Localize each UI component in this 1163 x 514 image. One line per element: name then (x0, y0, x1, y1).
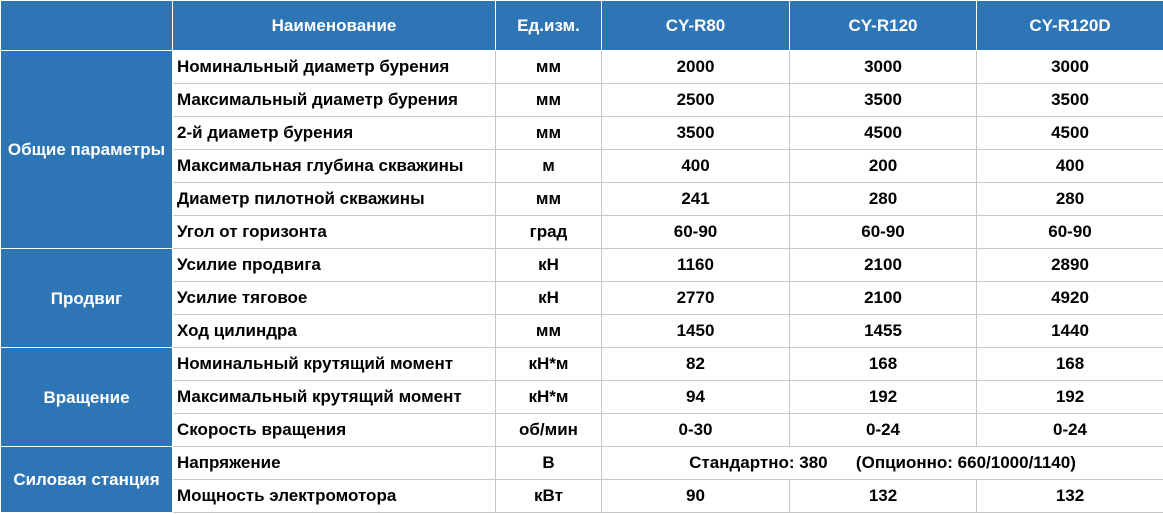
header-model-cy-r120: CY-R120 (790, 1, 977, 51)
param-unit: кН (496, 282, 602, 315)
table-row (1, 249, 1163, 282)
param-name: Ход цилиндра (173, 315, 496, 348)
param-name: Мощность электромотора (173, 480, 496, 513)
param-unit: мм (496, 117, 602, 150)
param-value: 3500 (790, 84, 977, 117)
param-value: 60-90 (977, 216, 1163, 249)
param-name: Угол от горизонта (173, 216, 496, 249)
param-unit: м (496, 150, 602, 183)
param-value: 4920 (977, 282, 1163, 315)
param-value: 94 (602, 381, 790, 414)
header-unit: Ед.изм. (496, 1, 602, 51)
param-value: 3500 (602, 117, 790, 150)
param-value: 168 (977, 348, 1163, 381)
param-value: 192 (977, 381, 1163, 414)
table-row (1, 282, 1163, 315)
param-value: 280 (977, 183, 1163, 216)
group-label: Силовая станция (1, 447, 173, 513)
param-name: Номинальный крутящий момент (173, 348, 496, 381)
param-name: Диаметр пилотной скважины (173, 183, 496, 216)
param-value: 90 (602, 480, 790, 513)
param-unit: кВт (496, 480, 602, 513)
param-value: 2770 (602, 282, 790, 315)
param-name: Напряжение (173, 447, 496, 480)
param-unit: град (496, 216, 602, 249)
table-row (1, 117, 1163, 150)
param-name: Усилие продвига (173, 249, 496, 282)
table-row (1, 381, 1163, 414)
param-value: 1440 (977, 315, 1163, 348)
table-row (1, 51, 1163, 84)
param-value: 60-90 (790, 216, 977, 249)
header-row (1, 1, 1163, 51)
param-value: 0-24 (790, 414, 977, 447)
table-row (1, 348, 1163, 381)
param-value: 1450 (602, 315, 790, 348)
group-label: Общие параметры (1, 51, 173, 249)
header-model-cy-r120d: CY-R120D (977, 1, 1163, 51)
param-name: Скорость вращения (173, 414, 496, 447)
header-group-cell (1, 1, 173, 51)
header-name: Наименование (173, 1, 496, 51)
param-value: 3000 (977, 51, 1163, 84)
param-unit: об/мин (496, 414, 602, 447)
param-value: 60-90 (602, 216, 790, 249)
param-value: 132 (790, 480, 977, 513)
param-name: Номинальный диаметр бурения (173, 51, 496, 84)
param-value: 2890 (977, 249, 1163, 282)
param-value: 200 (790, 150, 977, 183)
table-row (1, 216, 1163, 249)
param-value: 3500 (977, 84, 1163, 117)
param-value: 4500 (977, 117, 1163, 150)
param-name: Максимальная глубина скважины (173, 150, 496, 183)
param-value: 132 (977, 480, 1163, 513)
param-value: 400 (602, 150, 790, 183)
param-unit: мм (496, 51, 602, 84)
table-row (1, 414, 1163, 447)
table-row (1, 183, 1163, 216)
param-value: 192 (790, 381, 977, 414)
param-unit: мм (496, 315, 602, 348)
param-value: 82 (602, 348, 790, 381)
table-row (1, 480, 1163, 513)
param-unit: В (496, 447, 602, 480)
param-name: Усилие тяговое (173, 282, 496, 315)
table-row (1, 150, 1163, 183)
param-name: Максимальный диаметр бурения (173, 84, 496, 117)
param-unit: мм (496, 183, 602, 216)
param-value: 280 (790, 183, 977, 216)
param-value: 3000 (790, 51, 977, 84)
param-unit: мм (496, 84, 602, 117)
param-value: 168 (790, 348, 977, 381)
param-value: 0-30 (602, 414, 790, 447)
param-value: 2100 (790, 282, 977, 315)
param-unit: кН*м (496, 348, 602, 381)
param-value: 2100 (790, 249, 977, 282)
param-value: 400 (977, 150, 1163, 183)
param-value: 0-24 (977, 414, 1163, 447)
table-row (1, 315, 1163, 348)
spec-body (1, 51, 1163, 513)
group-label: Продвиг (1, 249, 173, 348)
param-name: Максимальный крутящий момент (173, 381, 496, 414)
param-unit: кН (496, 249, 602, 282)
group-label: Вращение (1, 348, 173, 447)
param-name: 2-й диаметр бурения (173, 117, 496, 150)
param-value: 1160 (602, 249, 790, 282)
header-model-cy-r80: CY-R80 (602, 1, 790, 51)
param-value: 241 (602, 183, 790, 216)
param-value-merged: Стандартно: 380 (Опционно: 660/1000/1140) (602, 447, 1163, 480)
table-row (1, 447, 1163, 480)
param-value: 4500 (790, 117, 977, 150)
param-unit: кН*м (496, 381, 602, 414)
param-value: 2500 (602, 84, 790, 117)
param-value: 1455 (790, 315, 977, 348)
table-row (1, 84, 1163, 117)
param-value: 2000 (602, 51, 790, 84)
